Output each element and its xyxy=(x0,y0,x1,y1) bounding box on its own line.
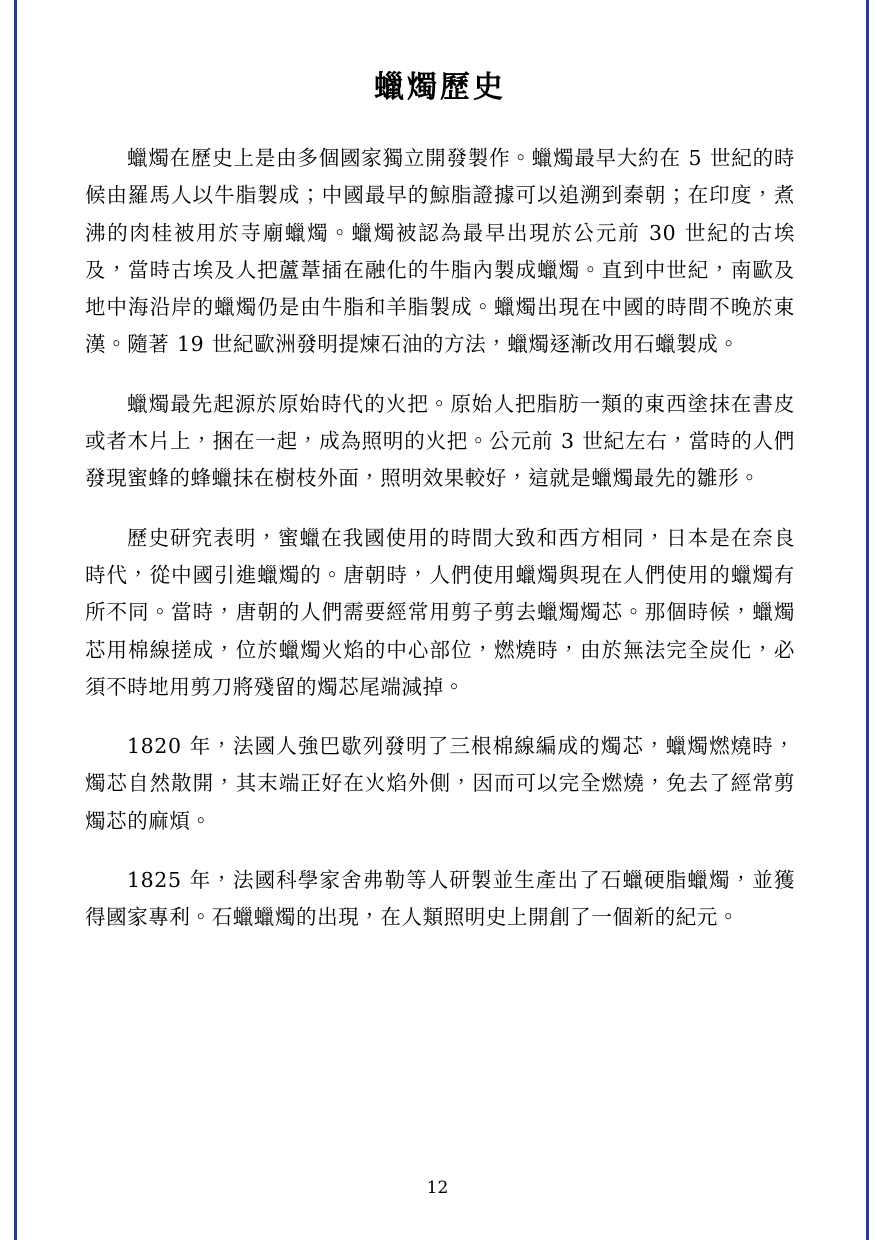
page-title: 蠟燭歷史 xyxy=(374,70,506,105)
paragraph: 蠟燭在歷史上是由多個國家獨立開發製作。蠟燭最早大約在 5 世紀的時候由羅馬人以牛脂製成；中國最早的鯨脂證據可以追溯到秦朝；在印度，煮沸的肉桂被用於寺廟蠟燭。蠟燭被認為最早出現於公元前 30 世紀的古埃及，當時古埃及人把蘆葦插在融化的牛脂內製成蠟燭。直到中世紀，南歐及地中海沿岸的蠟燭仍是由牛脂和羊脂製成。蠟燭出現在中國的時間不晚於東漢。隨著 19 世紀歐洲發明提煉石油的方法，蠟燭逐漸改用石蠟製成。 xyxy=(85,146,795,357)
page-border-right xyxy=(866,0,869,1240)
body-text xyxy=(85,106,795,937)
paragraph: 蠟燭最先起源於原始時代的火把。原始人把脂肪一類的東西塗抹在書皮或者木片上，捆在一起，成為照明的火把。公元前 3 世紀左右，當時的人們發現蜜蜂的蜂蠟抹在樹枝外面，照明效果較好，這就是蠟燭最先的雛形。 xyxy=(85,391,795,491)
paragraph: 1820 年，法國人強巴歇列發明了三根棉線編成的燭芯，蠟燭燃燒時，燭芯自然散開，其末端正好在火焰外側，因而可以完全燃燒，免去了經常剪燭芯的麻煩。 xyxy=(85,734,795,833)
paragraph: 歷史研究表明，蜜蠟在我國使用的時間大致和西方相同，日本是在奈良時代，從中國引進蠟燭的。唐朝時，人們使用蠟燭與現在人們使用的蠟燭有所不同。當時，唐朝的人們需要經常用剪子剪去蠟燭燭芯。那個時候，蠟燭芯用棉線搓成，位於蠟燭火焰的中心部位，燃燒時，由於無法完全炭化，必須不時地用剪刀將殘留的燭芯尾端減掉。 xyxy=(85,525,795,699)
paragraph: 1825 年，法國科學家舍弗勒等人研製並生產出了石蠟硬脂蠟燭，並獲得國家專利。石蠟蠟燭的出現，在人類照明史上開創了一個新的紀元。 xyxy=(85,868,795,930)
page-border-left xyxy=(14,0,17,1240)
page-number: 12 xyxy=(426,1178,449,1198)
page-content xyxy=(85,0,795,937)
